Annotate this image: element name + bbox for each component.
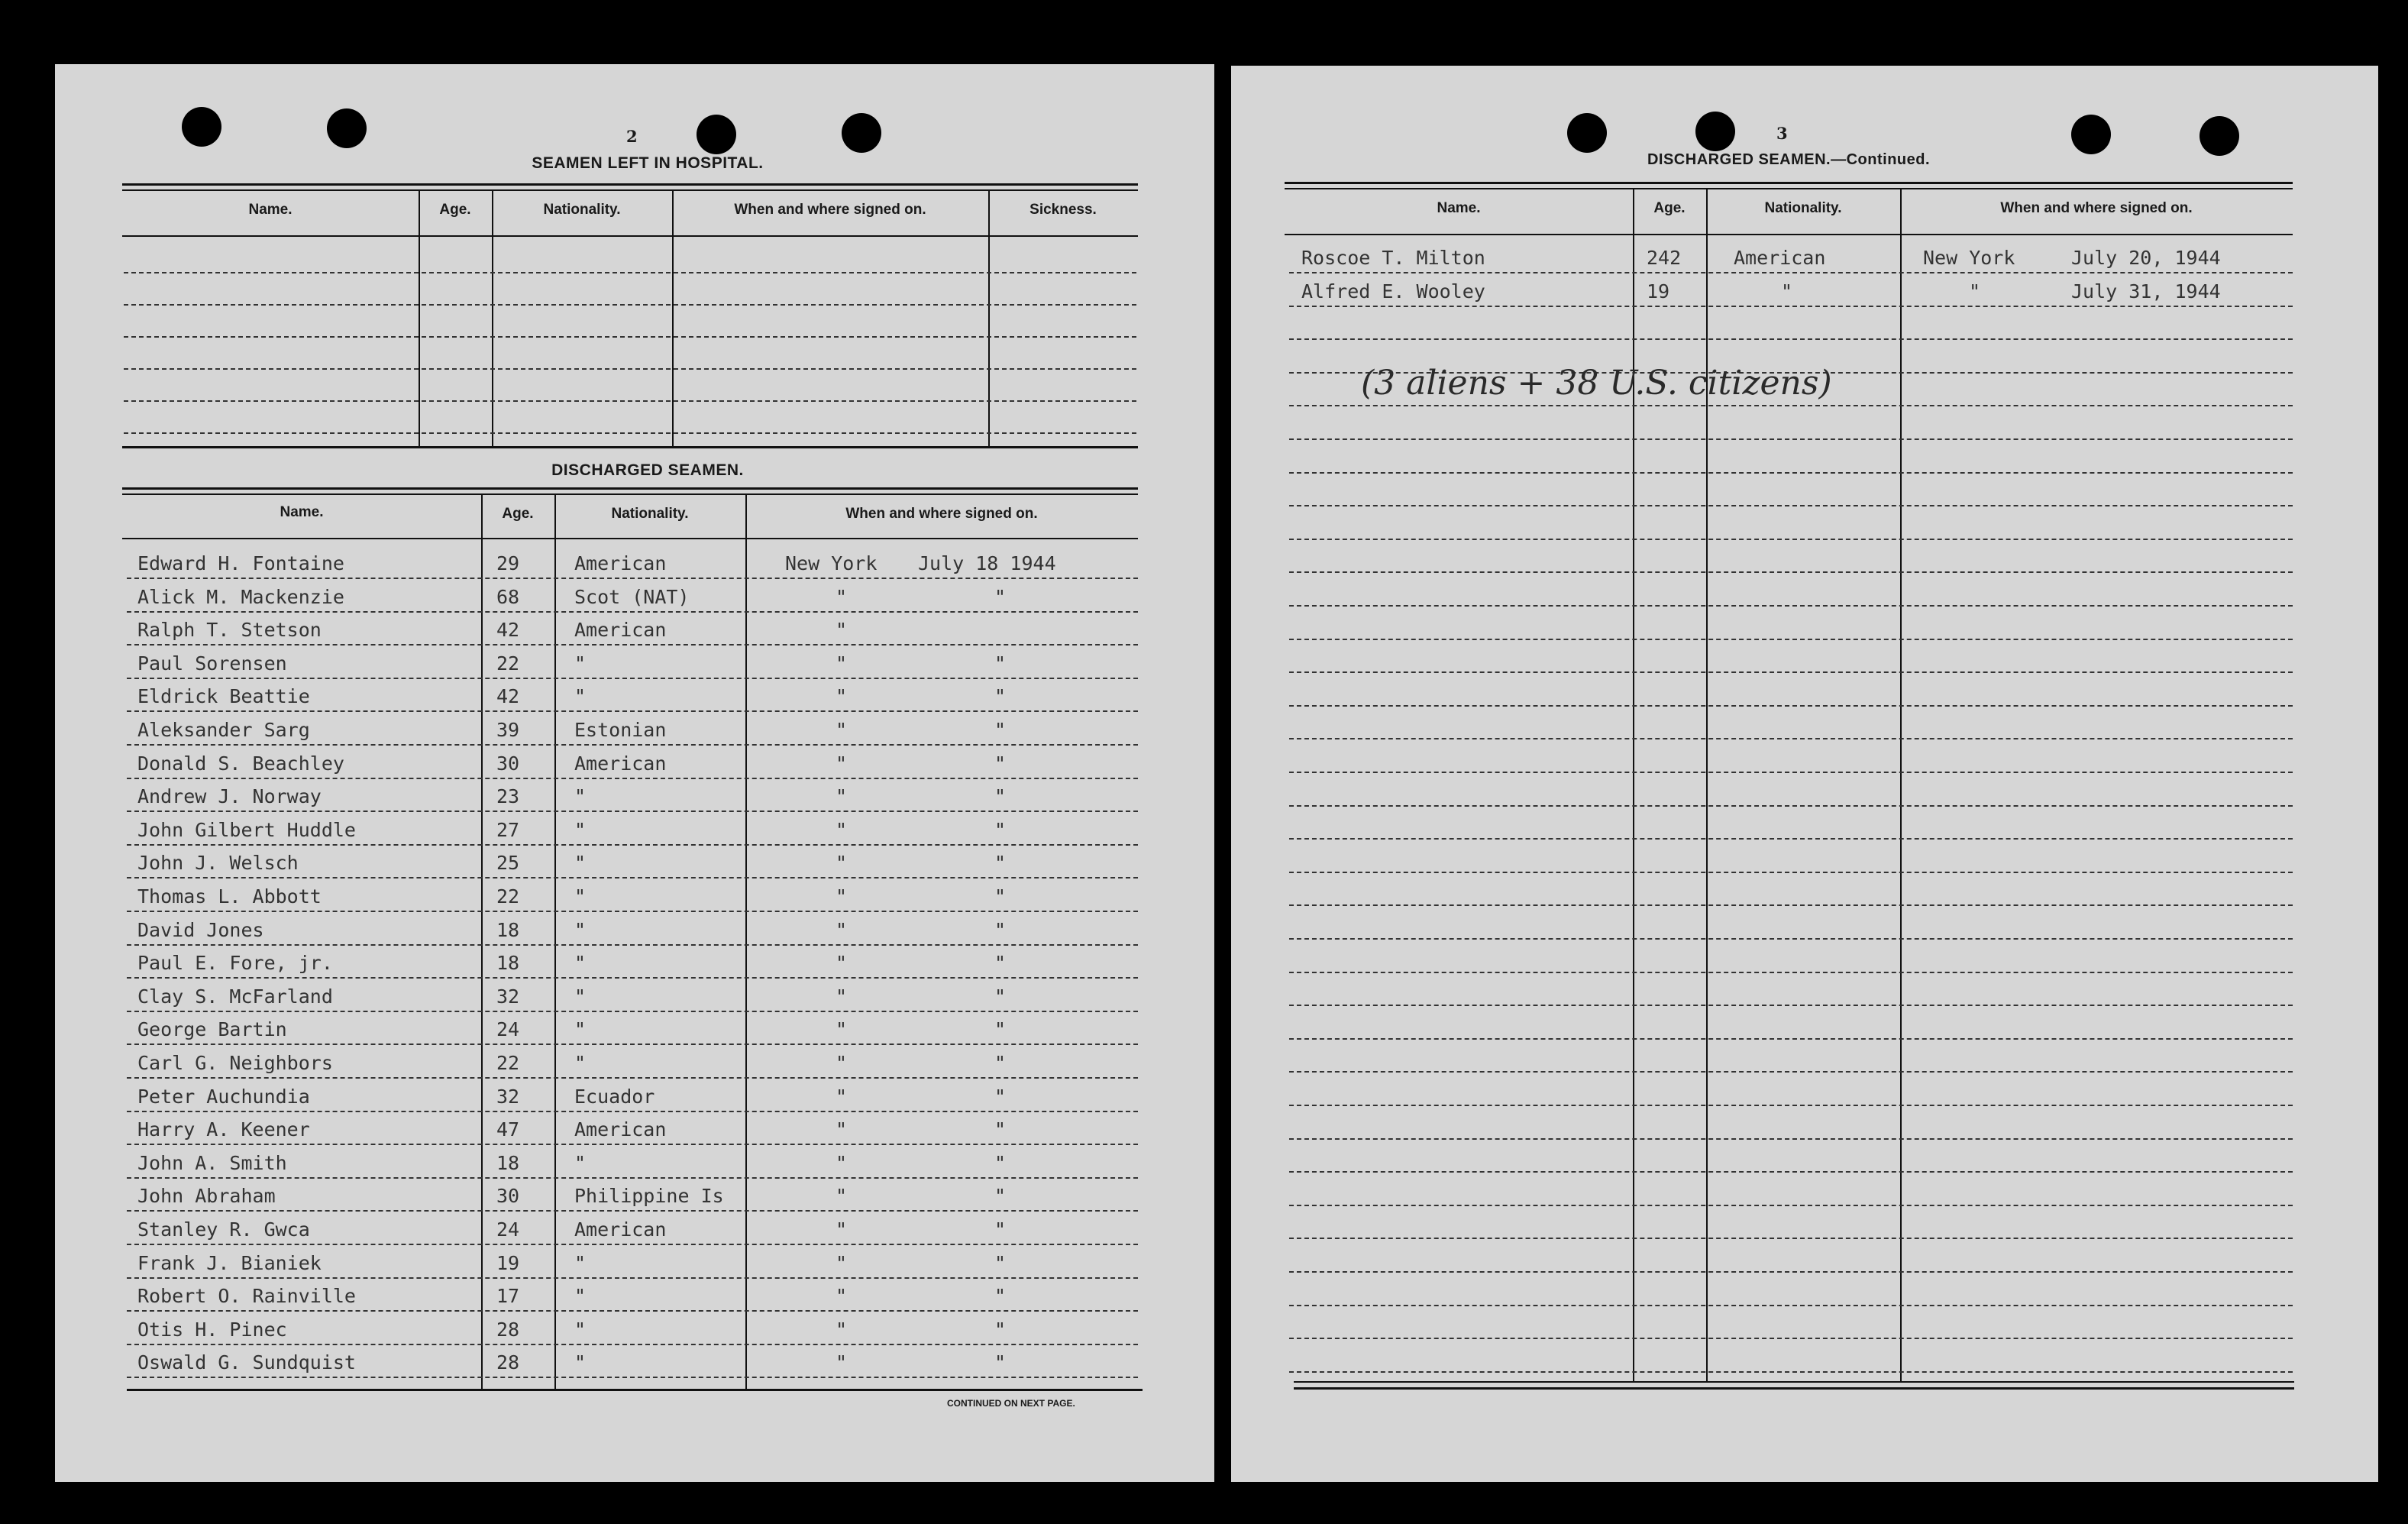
seaman-nationality: " xyxy=(574,1285,587,1308)
dotted-row-line xyxy=(127,844,1138,846)
column-rule xyxy=(419,189,420,446)
dotted-row-line xyxy=(127,1277,1138,1279)
seaman-name: George Bartin xyxy=(137,1018,287,1041)
punch-hole xyxy=(697,115,736,154)
seaman-name: Paul Sorensen xyxy=(137,652,287,675)
signed-on-place: " xyxy=(836,585,848,608)
column-rule xyxy=(1900,188,1902,1381)
seaman-name: John Gilbert Huddle xyxy=(137,818,356,841)
seaman-age: 18 xyxy=(496,1151,520,1174)
seaman-age: 242 xyxy=(1647,247,1682,269)
signed-on-place: " xyxy=(836,918,848,941)
punch-hole xyxy=(327,108,367,148)
dotted-row-line xyxy=(1289,272,2293,273)
seaman-name: Andrew J. Norway xyxy=(137,785,322,808)
dotted-row-line xyxy=(127,811,1138,812)
seaman-age: 30 xyxy=(496,1185,520,1208)
dotted-row-line xyxy=(1289,772,2293,773)
dotted-row-line xyxy=(127,977,1138,979)
punch-hole xyxy=(2200,116,2239,156)
rule xyxy=(127,1389,1143,1391)
column-header-age: Age. xyxy=(439,202,471,218)
seaman-age: 42 xyxy=(496,619,520,642)
dotted-row-line xyxy=(1289,705,2293,707)
dotted-row-line xyxy=(1289,1238,2293,1239)
dotted-row-line xyxy=(1289,306,2293,307)
signed-on-place: " xyxy=(836,652,848,675)
dotted-row-line xyxy=(124,368,1136,370)
signed-on-date: " xyxy=(994,952,1007,975)
dotted-row-line xyxy=(127,778,1138,779)
dotted-row-line xyxy=(127,1111,1138,1112)
column-header-age: Age. xyxy=(502,506,534,522)
signed-on-place: New York xyxy=(785,552,878,574)
column-rule xyxy=(672,189,674,446)
seaman-nationality: " xyxy=(574,852,587,875)
signed-on-date: " xyxy=(994,1185,1007,1208)
seaman-nationality: " xyxy=(574,1052,587,1074)
seaman-name: Harry A. Keener xyxy=(137,1118,310,1141)
dotted-row-line xyxy=(1289,1105,2293,1106)
signed-on-place: " xyxy=(836,1285,848,1308)
seaman-age: 23 xyxy=(496,785,520,808)
seaman-age: 29 xyxy=(496,552,520,574)
dotted-row-line xyxy=(127,1310,1138,1312)
left-page xyxy=(55,64,1214,1482)
column-header-name: Name. xyxy=(1437,200,1481,216)
seaman-name: Oswald G. Sundquist xyxy=(137,1351,356,1374)
dotted-row-line xyxy=(1289,1205,2293,1206)
seaman-nationality: " xyxy=(574,952,587,975)
page-number: 2 xyxy=(626,127,638,146)
seaman-nationality: " xyxy=(574,652,587,675)
column-rule xyxy=(481,493,483,1389)
seaman-age: 22 xyxy=(496,1052,520,1074)
signed-on-date: " xyxy=(994,1118,1007,1141)
seaman-name: Alick M. Mackenzie xyxy=(137,585,344,608)
dotted-row-line xyxy=(1289,1171,2293,1173)
seaman-nationality: " xyxy=(574,1251,587,1274)
column-header-signed-on: When and where signed on. xyxy=(845,506,1038,522)
dotted-row-line xyxy=(1289,738,2293,739)
seaman-name: Edward H. Fontaine xyxy=(137,552,344,574)
seaman-nationality: Scot (NAT) xyxy=(574,585,690,608)
seaman-nationality: " xyxy=(574,1351,587,1374)
signed-on-date: " xyxy=(994,1285,1007,1308)
signed-on-date: " xyxy=(994,1318,1007,1341)
seaman-age: 18 xyxy=(496,918,520,941)
right-page xyxy=(1231,66,2378,1482)
signed-on-date: " xyxy=(994,719,1007,741)
seaman-age: 28 xyxy=(496,1318,520,1341)
hospital-section-title: SEAMEN LEFT IN HOSPITAL. xyxy=(532,154,764,172)
signed-on-place: " xyxy=(836,818,848,841)
signed-on-date: " xyxy=(994,1085,1007,1108)
seaman-name: Eldrick Beattie xyxy=(137,685,310,708)
dotted-row-line xyxy=(1289,505,2293,506)
column-rule xyxy=(988,189,990,446)
signed-on-place: " xyxy=(836,952,848,975)
seaman-age: 27 xyxy=(496,818,520,841)
dotted-row-line xyxy=(1289,904,2293,906)
dotted-row-line xyxy=(1289,539,2293,540)
continued-note: CONTINUED ON NEXT PAGE. xyxy=(947,1398,1075,1409)
column-header-nationality: Nationality. xyxy=(543,202,621,218)
seaman-nationality: " xyxy=(574,885,587,908)
signed-on-place: " xyxy=(836,1185,848,1208)
dotted-row-line xyxy=(124,336,1136,338)
signed-on-date: " xyxy=(994,752,1007,775)
dotted-row-line xyxy=(1289,671,2293,673)
signed-on-place: " xyxy=(836,1318,848,1341)
dotted-row-line xyxy=(1289,1071,2293,1073)
dotted-row-line xyxy=(1289,1005,2293,1006)
signed-on-place: " xyxy=(836,1151,848,1174)
seaman-name: Otis H. Pinec xyxy=(137,1318,287,1341)
signed-on-date: " xyxy=(994,852,1007,875)
rule xyxy=(1285,234,2293,235)
dotted-row-line xyxy=(127,644,1138,646)
dotted-row-line xyxy=(1289,405,2293,406)
signed-on-date: " xyxy=(994,585,1007,608)
seaman-name: Ralph T. Stetson xyxy=(137,619,322,642)
dotted-row-line xyxy=(127,1044,1138,1045)
dotted-row-line xyxy=(127,1210,1138,1212)
seaman-name: David Jones xyxy=(137,918,264,941)
dotted-row-line xyxy=(1289,938,2293,940)
dotted-row-line xyxy=(127,710,1138,712)
signed-on-date: July 31, 1944 xyxy=(2071,280,2221,303)
discharged-section-title: DISCHARGED SEAMEN. xyxy=(551,461,744,479)
dotted-row-line xyxy=(127,944,1138,946)
seaman-name: Peter Auchundia xyxy=(137,1085,310,1108)
seaman-nationality: " xyxy=(574,985,587,1008)
column-rule xyxy=(554,493,556,1389)
handwritten-note: (3 aliens + 38 U.S. citizens) xyxy=(1361,364,1832,403)
signed-on-date: " xyxy=(994,985,1007,1008)
rule xyxy=(122,183,1138,186)
dotted-row-line xyxy=(124,400,1136,402)
discharged-continued-title: DISCHARGED SEAMEN.—Continued. xyxy=(1647,151,1931,168)
signed-on-date: " xyxy=(994,1251,1007,1274)
column-header-name: Name. xyxy=(280,504,324,520)
seaman-name: John A. Smith xyxy=(137,1151,287,1174)
signed-on-date: " xyxy=(994,818,1007,841)
rule xyxy=(1294,1387,2294,1390)
column-rule xyxy=(745,493,747,1389)
page-number: 3 xyxy=(1776,124,1788,143)
dotted-row-line xyxy=(127,1344,1138,1345)
dotted-row-line xyxy=(127,1011,1138,1012)
dotted-row-line xyxy=(127,611,1138,613)
signed-on-date: " xyxy=(994,1018,1007,1041)
signed-on-place: " xyxy=(836,685,848,708)
punch-hole xyxy=(182,107,221,147)
dotted-row-line xyxy=(127,744,1138,746)
seaman-age: 22 xyxy=(496,885,520,908)
punch-hole xyxy=(2071,115,2111,154)
dotted-row-line xyxy=(1289,1271,2293,1273)
seaman-name: Stanley R. Gwca xyxy=(137,1218,310,1241)
seaman-age: 32 xyxy=(496,985,520,1008)
seaman-name: Paul E. Fore, jr. xyxy=(137,952,333,975)
rule xyxy=(1285,188,2293,189)
signed-on-date: " xyxy=(994,685,1007,708)
seaman-nationality: " xyxy=(574,818,587,841)
dotted-row-line xyxy=(127,1244,1138,1245)
seaman-nationality: American xyxy=(574,1118,667,1141)
seaman-age: 22 xyxy=(496,652,520,675)
signed-on-date: " xyxy=(994,1351,1007,1374)
signed-on-place: " xyxy=(836,1351,848,1374)
dotted-row-line xyxy=(127,1377,1138,1378)
signed-on-date: " xyxy=(994,918,1007,941)
seaman-nationality: Philippine Is xyxy=(574,1185,724,1208)
dotted-row-line xyxy=(1289,438,2293,440)
dotted-row-line xyxy=(127,911,1138,912)
dotted-row-line xyxy=(1289,571,2293,573)
dotted-row-line xyxy=(1289,1038,2293,1040)
signed-on-place: " xyxy=(836,1085,848,1108)
dotted-row-line xyxy=(1289,472,2293,474)
seaman-age: 24 xyxy=(496,1018,520,1041)
seaman-nationality: " xyxy=(574,785,587,808)
seaman-name: Aleksander Sarg xyxy=(137,719,310,741)
column-header-name: Name. xyxy=(248,202,293,218)
rule xyxy=(122,538,1138,539)
seaman-name: Carl G. Neighbors xyxy=(137,1052,333,1074)
signed-on-place: " xyxy=(1969,280,1981,303)
signed-on-place: New York xyxy=(1923,247,2015,269)
punch-hole xyxy=(842,113,881,153)
signed-on-place: " xyxy=(836,985,848,1008)
column-rule xyxy=(492,189,493,446)
column-header-age: Age. xyxy=(1653,200,1686,216)
seaman-name: John Abraham xyxy=(137,1185,276,1208)
column-header-sickness: Sickness. xyxy=(1029,202,1097,218)
column-header-nationality: Nationality. xyxy=(611,506,689,522)
column-header-signed-on: When and where signed on. xyxy=(2000,200,2193,216)
dotted-row-line xyxy=(127,1144,1138,1145)
rule xyxy=(1294,1381,2294,1383)
seaman-name: Frank J. Bianiek xyxy=(137,1251,322,1274)
seaman-name: Robert O. Rainville xyxy=(137,1285,356,1308)
dotted-row-line xyxy=(127,678,1138,679)
seaman-name: Clay S. McFarland xyxy=(137,985,333,1008)
seaman-age: 68 xyxy=(496,585,520,608)
seaman-name: John J. Welsch xyxy=(137,852,299,875)
rule xyxy=(122,487,1138,490)
signed-on-date: " xyxy=(994,1151,1007,1174)
signed-on-place: " xyxy=(836,885,848,908)
seaman-name: Alfred E. Wooley xyxy=(1301,280,1485,303)
seaman-age: 39 xyxy=(496,719,520,741)
dotted-row-line xyxy=(1289,1371,2293,1373)
signed-on-date: " xyxy=(994,1218,1007,1241)
dotted-row-line xyxy=(127,578,1138,579)
signed-on-place: " xyxy=(836,752,848,775)
dotted-row-line xyxy=(1289,838,2293,840)
signed-on-date: " xyxy=(994,1052,1007,1074)
dotted-row-line xyxy=(127,1177,1138,1179)
signed-on-place: " xyxy=(836,1218,848,1241)
dotted-row-line xyxy=(1289,605,2293,607)
dotted-row-line xyxy=(1289,805,2293,807)
dotted-row-line xyxy=(1289,1338,2293,1339)
signed-on-place: " xyxy=(836,1251,848,1274)
seaman-nationality: American xyxy=(574,552,667,574)
punch-hole xyxy=(1567,113,1607,153)
seaman-name: Thomas L. Abbott xyxy=(137,885,322,908)
signed-on-date: July 20, 1944 xyxy=(2071,247,2221,269)
dotted-row-line xyxy=(124,272,1136,273)
seaman-age: 17 xyxy=(496,1285,520,1308)
seaman-age: 42 xyxy=(496,685,520,708)
seaman-nationality: " xyxy=(574,1151,587,1174)
signed-on-place: " xyxy=(836,619,848,642)
signed-on-place: " xyxy=(836,1052,848,1074)
dotted-row-line xyxy=(127,877,1138,878)
seaman-nationality: American xyxy=(574,619,667,642)
seaman-nationality: " xyxy=(574,918,587,941)
seaman-nationality: Ecuador xyxy=(574,1085,655,1108)
column-header-signed-on: When and where signed on. xyxy=(734,202,926,218)
seaman-age: 30 xyxy=(496,752,520,775)
seaman-nationality: American xyxy=(574,752,667,775)
rule xyxy=(122,446,1138,448)
signed-on-date: July 18 1944 xyxy=(918,552,1056,574)
signed-on-date: " xyxy=(994,652,1007,675)
dotted-row-line xyxy=(1289,639,2293,640)
seaman-age: 19 xyxy=(1647,280,1670,303)
rule xyxy=(122,189,1138,191)
signed-on-place: " xyxy=(836,719,848,741)
seaman-name: Roscoe T. Milton xyxy=(1301,247,1485,269)
seaman-nationality: " xyxy=(1781,280,1793,303)
dotted-row-line xyxy=(1289,1138,2293,1140)
dotted-row-line xyxy=(124,432,1136,434)
rule xyxy=(1285,182,2293,184)
seaman-age: 18 xyxy=(496,952,520,975)
signed-on-place: " xyxy=(836,785,848,808)
dotted-row-line xyxy=(1289,338,2293,340)
signed-on-place: " xyxy=(836,1018,848,1041)
seaman-age: 47 xyxy=(496,1118,520,1141)
seaman-age: 32 xyxy=(496,1085,520,1108)
signed-on-place: " xyxy=(836,1118,848,1141)
seaman-nationality: American xyxy=(574,1218,667,1241)
seaman-nationality: " xyxy=(574,1318,587,1341)
seaman-age: 28 xyxy=(496,1351,520,1374)
dotted-row-line xyxy=(124,304,1136,306)
signed-on-place: " xyxy=(836,852,848,875)
seaman-nationality: " xyxy=(574,1018,587,1041)
seaman-nationality: Estonian xyxy=(574,719,667,741)
seaman-age: 19 xyxy=(496,1251,520,1274)
column-header-nationality: Nationality. xyxy=(1764,200,1842,216)
signed-on-date: " xyxy=(994,885,1007,908)
dotted-row-line xyxy=(127,1077,1138,1079)
dotted-row-line xyxy=(1289,972,2293,973)
dotted-row-line xyxy=(1289,1305,2293,1306)
rule xyxy=(122,493,1138,495)
seaman-age: 24 xyxy=(496,1218,520,1241)
seaman-nationality: " xyxy=(574,685,587,708)
seaman-name: Donald S. Beachley xyxy=(137,752,344,775)
rule xyxy=(122,235,1138,237)
dotted-row-line xyxy=(1289,872,2293,873)
seaman-nationality: American xyxy=(1734,247,1826,269)
signed-on-date: " xyxy=(994,785,1007,808)
seaman-age: 25 xyxy=(496,852,520,875)
punch-hole xyxy=(1695,112,1735,151)
